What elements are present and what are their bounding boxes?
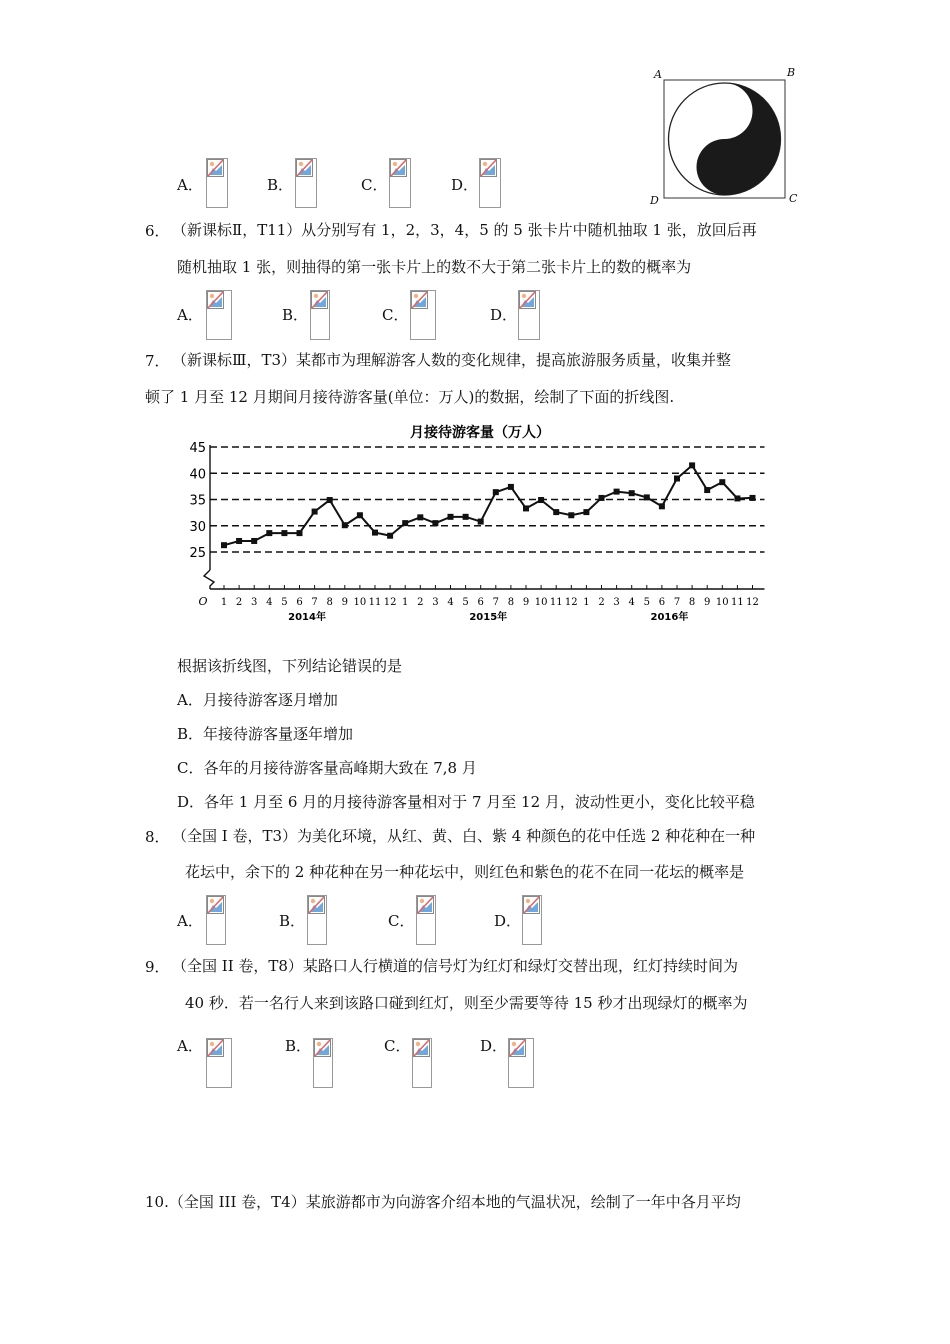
visitor-line-chart: [180, 418, 770, 628]
q8-option-a: A．: [177, 912, 203, 930]
q5-option-d: D．: [451, 176, 479, 194]
broken-image-icon: [206, 1038, 232, 1088]
q5-option-a: A．: [177, 176, 203, 194]
q7-choice-a: A．月接待游客逐月增加: [177, 691, 338, 709]
x-tick-label: 10: [715, 597, 729, 608]
x-tick-label: 7: [492, 597, 499, 608]
data-point: [432, 520, 438, 526]
q7-choice-d: D．各年 1 月至 6 月的月接待游客量相对于 7 月至 12 月，波动性更小，变化比较平稳: [177, 793, 755, 811]
data-point: [463, 514, 469, 520]
data-point: [236, 538, 242, 544]
data-point: [266, 530, 272, 536]
x-tick-label: 1: [583, 597, 590, 608]
x-tick-label: 6: [296, 597, 303, 608]
data-point: [750, 495, 756, 501]
broken-image-icon: [295, 158, 317, 208]
q8-option-d: D．: [494, 912, 522, 930]
q7-number: 7．: [145, 352, 170, 370]
broken-image-icon: [412, 1038, 432, 1088]
broken-image-icon: [206, 158, 228, 208]
year-label: 2015年: [469, 612, 508, 623]
q7-text-line1: （新课标Ⅲ，T3）某都市为理解游客人数的变化规律，提高旅游服务质量，收集并整: [172, 351, 732, 369]
broken-image-icon: [479, 158, 501, 208]
x-tick-label: 8: [326, 597, 333, 608]
y-tick-label: 25: [189, 546, 206, 561]
chart-y-axis: [189, 441, 214, 589]
q6-option-b: B．: [282, 306, 309, 324]
data-point: [417, 514, 423, 520]
x-tick-label: 12: [564, 597, 578, 608]
data-point: [372, 530, 378, 536]
data-point: [402, 520, 408, 526]
chart-grid: [210, 447, 765, 552]
taiji-label-a: A: [654, 68, 662, 81]
taiji-label-b: B: [787, 66, 796, 79]
y-tick-label: 30: [189, 519, 206, 535]
broken-image-icon: [310, 290, 330, 340]
broken-image-icon: [522, 895, 542, 945]
data-point: [674, 476, 680, 482]
data-point: [221, 542, 227, 548]
x-tick-label: 10: [534, 597, 548, 608]
broken-image-icon: [206, 290, 232, 340]
data-point: [327, 497, 333, 503]
data-point: [644, 494, 650, 500]
x-tick-label: 5: [643, 597, 650, 608]
broken-image-icon: [206, 895, 226, 945]
q6-text-line1: （新课标Ⅱ，T11）从分别写有 1，2，3，4，5 的 5 张卡片中随机抽取 1 张，放回后再: [172, 221, 757, 239]
x-tick-label: 7: [673, 597, 681, 608]
x-tick-label: 2: [417, 597, 424, 608]
q9-option-a: A．: [177, 1037, 203, 1055]
x-tick-label: 1: [402, 597, 409, 608]
y-tick-label: 35: [189, 493, 206, 509]
data-point: [719, 479, 725, 485]
x-tick-label: 2: [235, 597, 243, 608]
q8-option-b: B．: [279, 912, 306, 930]
data-point: [251, 538, 257, 544]
x-tick-label: 9: [341, 597, 348, 608]
data-point: [387, 533, 393, 539]
data-point: [478, 519, 484, 525]
q7-question: 根据该折线图，下列结论错误的是: [177, 657, 403, 675]
q8-text-line2: 花坛中，余下的 2 种花种在另一种花坛中，则红色和紫色的花不在同一花坛的概率是: [185, 863, 745, 881]
x-tick-label: 10: [353, 597, 367, 608]
q5-option-b: B．: [267, 176, 294, 194]
x-tick-label: 4: [266, 597, 273, 608]
q8-option-c: C．: [388, 912, 415, 930]
data-point: [493, 489, 499, 495]
x-tick-label: 7: [311, 597, 318, 608]
data-point: [568, 512, 574, 518]
q7-text-line2: 顿了 1 月至 12 月期间月接待游客量(单位：万人)的数据，绘制了下面的折线图.: [145, 388, 675, 406]
x-tick-label: 5: [462, 597, 469, 608]
q5-option-c: C．: [361, 176, 388, 194]
q6-number: 6．: [145, 222, 170, 240]
data-point: [281, 530, 287, 536]
taiji-label-d: D: [650, 194, 659, 207]
q6-option-c: C．: [382, 306, 409, 324]
series-line: [224, 465, 753, 545]
x-tick-label: 3: [432, 597, 439, 608]
chart-svg: [180, 418, 770, 628]
x-tick-label: 11: [368, 597, 382, 608]
x-tick-label: 8: [688, 597, 696, 608]
q6-text-line2: 随机抽取 1 张，则抽得的第一张卡片上的数不大于第二张卡片上的数的概率为: [177, 258, 692, 276]
x-tick-label: 5: [281, 597, 288, 608]
q8-text-line1: （全国 I 卷，T3）为美化环境，从红、黄、白、紫 4 种颜色的花中任选 2 种花种在一种: [172, 827, 756, 845]
broken-image-icon: [307, 895, 327, 945]
broken-image-icon: [508, 1038, 534, 1088]
x-tick-label: 4: [628, 597, 635, 608]
broken-image-icon: [313, 1038, 333, 1088]
x-tick-label: 2: [598, 597, 605, 608]
data-point: [689, 462, 695, 468]
taiji-figure: [650, 64, 810, 210]
q9-text-line2: 40 秒．若一名行人来到该路口碰到红灯，则至少需要等待 15 秒才出现绿灯的概率为: [185, 994, 748, 1012]
q9-number: 9．: [145, 958, 170, 976]
q9-option-d: D．: [480, 1037, 508, 1055]
x-tick-label: 4: [447, 597, 454, 608]
data-point: [583, 509, 589, 515]
q6-option-d: D．: [490, 306, 518, 324]
data-point: [448, 514, 454, 520]
q7-choice-b: B．年接待游客量逐年增加: [177, 725, 354, 743]
taiji-label-c: C: [789, 192, 798, 205]
broken-image-icon: [389, 158, 411, 208]
origin-label: O: [198, 595, 208, 608]
y-tick-label: 40: [189, 467, 206, 483]
data-point: [523, 505, 529, 511]
x-tick-label: 11: [549, 597, 563, 608]
chart-series: [221, 462, 756, 548]
x-tick-label: 12: [383, 597, 397, 608]
q7-choice-c: C．各年的月接待游客量高峰期大致在 7,8 月: [177, 759, 477, 777]
data-point: [312, 509, 318, 515]
data-point: [659, 503, 665, 509]
data-point: [357, 512, 363, 518]
q9-option-c: C．: [384, 1037, 411, 1055]
x-tick-label: 1: [220, 597, 228, 608]
broken-image-icon: [416, 895, 436, 945]
broken-image-icon: [518, 290, 540, 340]
q9-text-line1: （全国 II 卷，T8）某路口人行横道的信号灯为红灯和绿灯交替出现，红灯持续时间为: [172, 957, 738, 975]
broken-image-icon: [410, 290, 436, 340]
data-point: [538, 497, 544, 503]
data-point: [297, 530, 303, 536]
q6-option-a: A．: [177, 306, 203, 324]
axis-break: [204, 570, 214, 589]
year-label: 2014年: [288, 612, 326, 623]
chart-x-axis: [198, 585, 764, 623]
year-label: 2016年: [650, 612, 689, 623]
q10-text-line1: 10.（全国 III 卷，T4）某旅游都市为向游客介绍本地的气温状况，绘制了一年中各月平均: [145, 1193, 741, 1211]
q9-option-b: B．: [285, 1037, 312, 1055]
x-tick-label: 9: [522, 597, 530, 608]
data-point: [704, 487, 710, 493]
data-point: [342, 522, 348, 528]
x-tick-label: 8: [507, 597, 515, 608]
data-point: [599, 495, 605, 501]
x-tick-label: 9: [704, 597, 711, 608]
x-tick-label: 6: [658, 597, 666, 608]
q8-number: 8．: [145, 828, 170, 846]
data-point: [629, 490, 635, 496]
x-tick-label: 11: [731, 597, 744, 608]
x-tick-label: 6: [477, 597, 484, 608]
x-tick-label: 3: [251, 597, 258, 608]
x-tick-label: 3: [613, 597, 620, 608]
data-point: [614, 489, 620, 495]
y-tick-label: 45: [189, 441, 206, 456]
data-point: [508, 484, 514, 490]
data-point: [734, 495, 740, 501]
data-point: [553, 509, 559, 515]
chart-title: 月接待游客量（万人）: [410, 425, 550, 441]
x-tick-label: 12: [746, 597, 759, 608]
